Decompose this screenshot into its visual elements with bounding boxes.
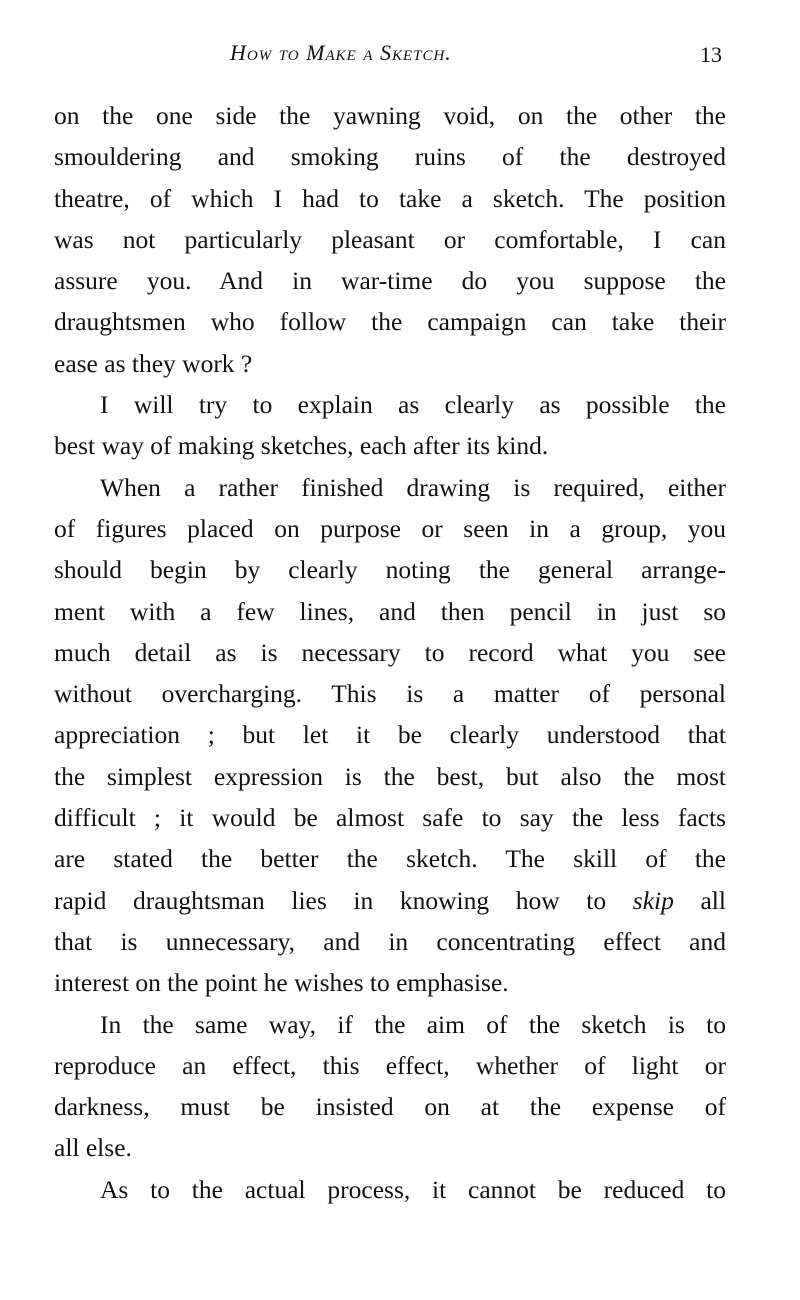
text-line: smouldering and smoking ruins of the destroyed (54, 142, 726, 172)
text-line: was not particularly pleasant or comfortable, I can (54, 224, 726, 254)
text-line: appreciation ; but let it be clearly understood that (54, 720, 726, 750)
text-line: are stated the better the sketch. The skill of the (54, 844, 726, 874)
text-line: much detail as is necessary to record what you see (54, 637, 726, 667)
text-line: best way of making sketches, each after its kind. (54, 431, 549, 461)
text-line: assure you. And in war-time do you suppose the (54, 266, 726, 296)
text-line: In the same way, if the aim of the sketch is to (100, 1009, 726, 1039)
emphasis-word: skip (632, 885, 674, 915)
text-line: As to the actual process, it cannot be reduced to (100, 1174, 726, 1204)
text-line: darkness, must be insisted on at the expense of (54, 1092, 726, 1122)
body-text (54, 95, 726, 1210)
text-line: the simplest expression is the best, but also the most (54, 761, 726, 791)
text-line: that is unnecessary, and in concentrating effect and (54, 926, 726, 956)
running-title: How to Make a Sketch. (230, 40, 452, 65)
text-line: ment with a few lines, and then pencil in just so (54, 596, 726, 626)
text-line: reproduce an effect, this effect, whether of light or (54, 1050, 726, 1080)
text-line: rapid draughtsman lies in knowing how to skip all (54, 885, 726, 915)
text-line: draughtsmen who follow the campaign can take their (54, 307, 726, 337)
text-line: of figures placed on purpose or seen in a group, you (54, 513, 726, 543)
text-line: ease as they work ? (54, 348, 253, 378)
text-line: all else. (54, 1133, 132, 1163)
text-line: should begin by clearly noting the general arrange- (54, 555, 726, 585)
text-line: on the one side the yawning void, on the other the (54, 101, 726, 130)
text-line: I will try to explain as clearly as possible the (100, 390, 726, 420)
text-line: without overcharging. This is a matter of personal (54, 679, 726, 709)
page-number: 13 (700, 42, 722, 67)
text-line: theatre, of which I had to take a sketch. The position (54, 183, 726, 213)
text-line: interest on the point he wishes to emphasise. (54, 968, 509, 998)
text-line: When a rather finished drawing is required, either (100, 472, 726, 502)
text-line: difficult ; it would be almost safe to say the less facts (54, 803, 726, 833)
